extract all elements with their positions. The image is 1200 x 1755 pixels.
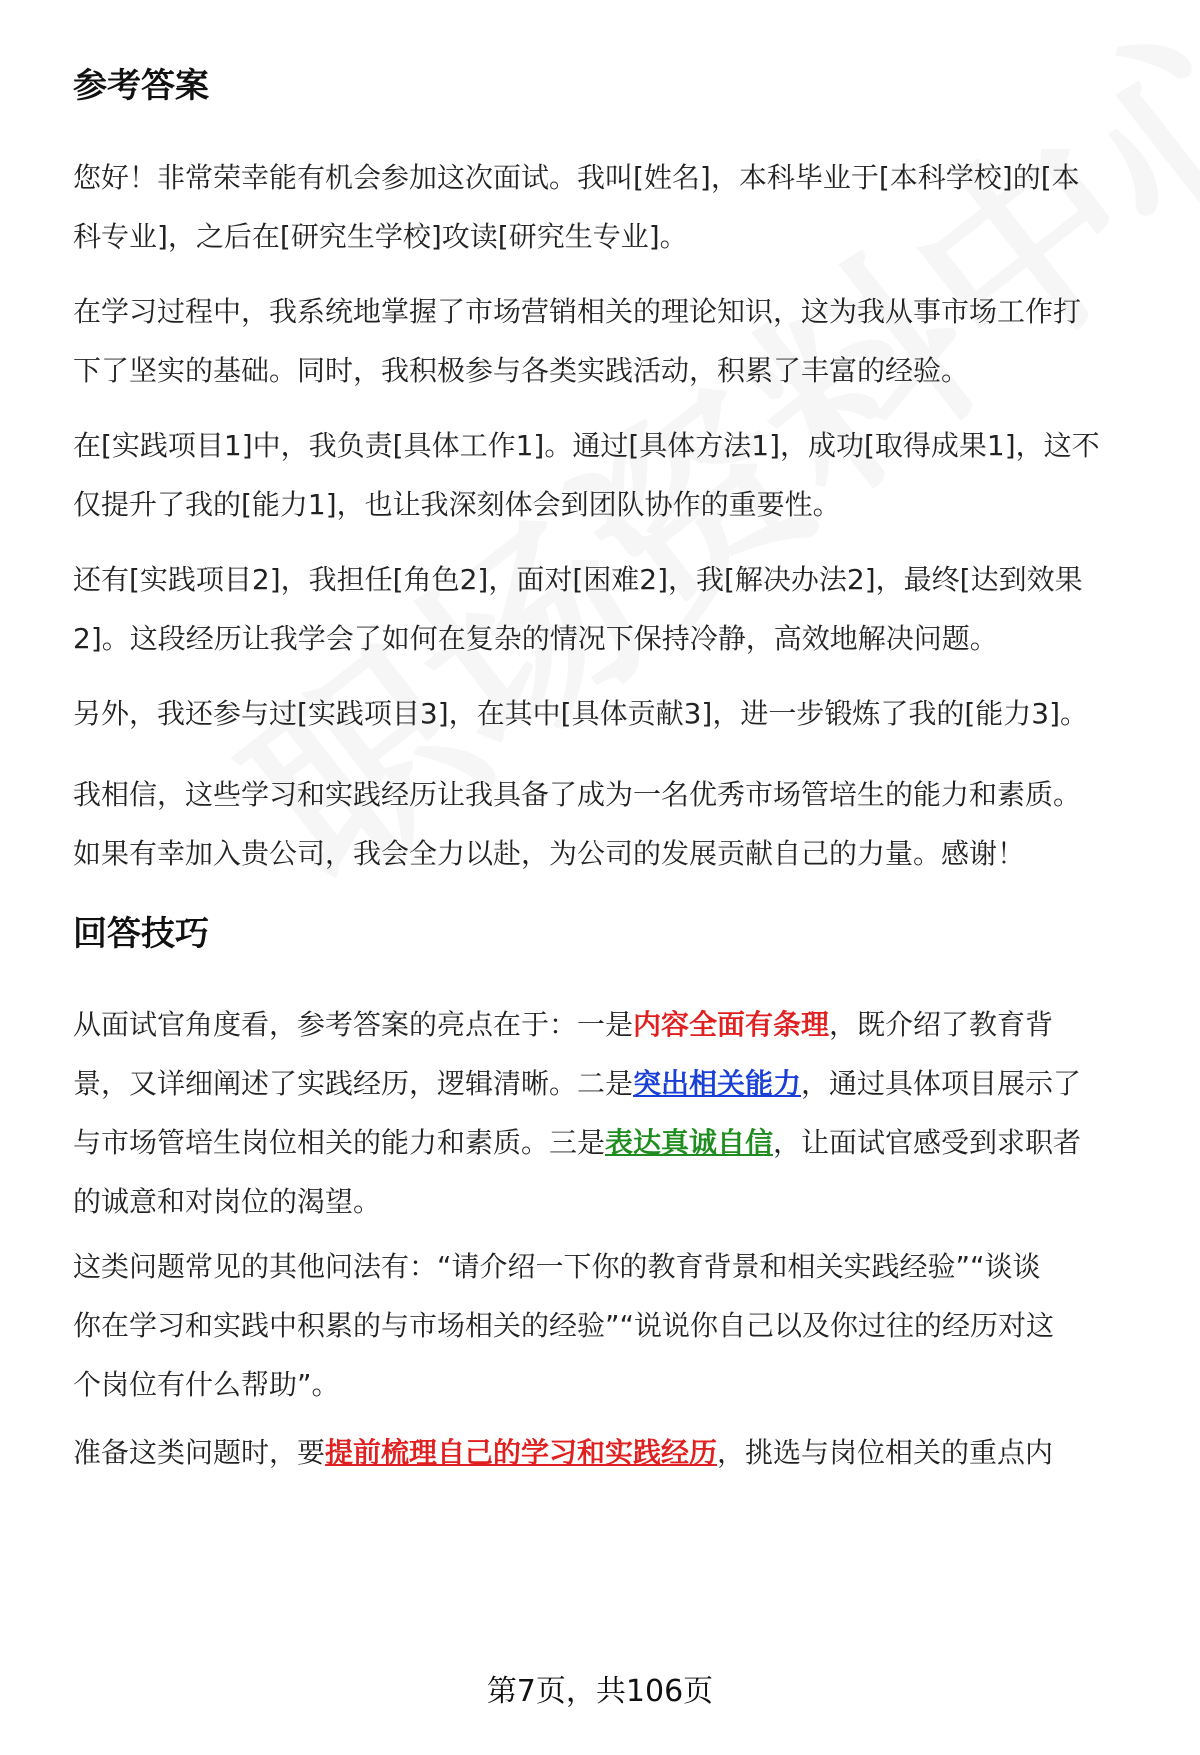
text-line: 你在学习和实践中积累的与市场相关的经验”“说说你自己以及你过往的经历对这 — [73, 1309, 1055, 1342]
text-line: 仅提升了我的[能力1]，也让我深刻体会到团队协作的重要性。 — [73, 488, 841, 521]
highlight-comprehensive: 内容全面有条理 — [633, 1008, 830, 1041]
answer-paragraph-3 — [73, 416, 1143, 534]
text-line: 在学习过程中，我系统地掌握了市场营销相关的理论知识，这为我从事市场工作打 — [73, 295, 1082, 328]
tips-paragraph-3 — [73, 1423, 1143, 1482]
text-line: 2]。这段经历让我学会了如何在复杂的情况下保持冷静，高效地解决问题。 — [73, 622, 998, 655]
answer-paragraph-2 — [73, 282, 1143, 400]
section-title-answer-tips: 回答技巧 — [73, 914, 209, 954]
tips-paragraph-2 — [73, 1237, 1143, 1414]
text-line: 与市场管培生岗位相关的能力和素质。三是表达真诚自信，让面试官感受到求职者 — [73, 1126, 1082, 1159]
text-line: 的诚意和对岗位的渴望。 — [73, 1185, 382, 1218]
text-line: 从面试官角度看，参考答案的亮点在于：一是内容全面有条理，既介绍了教育背 — [73, 1008, 1054, 1041]
text-line: 我相信，这些学习和实践经历让我具备了成为一名优秀市场管培生的能力和素质。 — [73, 778, 1082, 811]
text-line: 在[实践项目1]中，我负责[具体工作1]。通过[具体方法1]，成功[取得成果1]，这不 — [73, 429, 1100, 462]
highlight-sincere-confident: 表达真诚自信 — [605, 1126, 774, 1159]
text-line: 这类问题常见的其他问法有：“请介绍一下你的教育背景和相关实践经验”“谈谈 — [73, 1250, 1041, 1283]
tips-paragraph-1 — [73, 995, 1143, 1231]
text-line: 另外，我还参与过[实践项目3]，在其中[具体贡献3]，进一步锻炼了我的[能力3]。 — [73, 697, 1088, 730]
text-line: 个岗位有什么帮助”。 — [73, 1368, 340, 1401]
text-line: 科专业]，之后在[研究生学校]攻读[研究生专业]。 — [73, 220, 688, 253]
text-line: 您好！非常荣幸能有机会参加这次面试。我叫[姓名]，本科毕业于[本科学校]的[本 — [73, 161, 1080, 194]
text-line: 准备这类问题时，要提前梳理自己的学习和实践经历，挑选与岗位相关的重点内 — [73, 1436, 1054, 1469]
highlight-sort-experience: 提前梳理自己的学习和实践经历 — [325, 1436, 718, 1469]
text-line: 还有[实践项目2]，我担任[角色2]，面对[困难2]，我[解决办法2]，最终[达到效果 — [73, 563, 1083, 596]
page-number: 第7页，共106页 — [486, 1674, 714, 1709]
answer-paragraph-6 — [73, 765, 1143, 883]
text-line: 如果有幸加入贵公司，我会全力以赴，为公司的发展贡献自己的力量。感谢！ — [73, 837, 1026, 870]
highlight-relevant-ability: 突出相关能力 — [633, 1067, 802, 1100]
text-line: 景，又详细阐述了实践经历，逻辑清晰。二是突出相关能力，通过具体项目展示了 — [73, 1067, 1082, 1100]
answer-paragraph-4 — [73, 550, 1143, 668]
section-title-reference-answer: 参考答案 — [73, 66, 209, 106]
text-line: 下了坚实的基础。同时，我积极参与各类实践活动，积累了丰富的经验。 — [73, 354, 970, 387]
answer-paragraph-5 — [73, 684, 1143, 743]
answer-paragraph-1 — [73, 148, 1143, 266]
